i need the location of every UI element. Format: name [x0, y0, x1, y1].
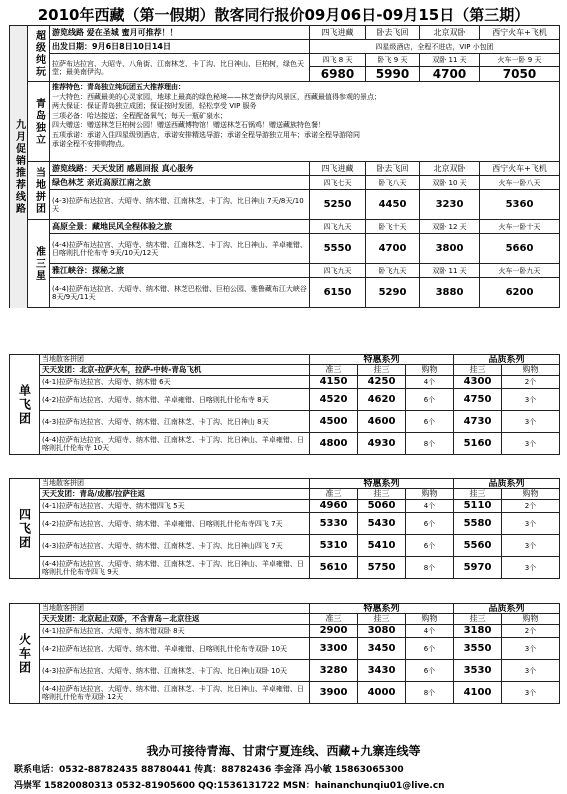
local-price: 5290 [366, 278, 420, 308]
super-sub-0: 四飞 8 天 [310, 54, 366, 67]
sub-header: 准三 [310, 365, 358, 376]
qingdao-side-label: 青岛独立 [28, 82, 50, 162]
sub-header: 挂三 [454, 489, 502, 500]
group-cell: 5110 [454, 500, 502, 513]
footer-contact-2: 冯崇军 15820080313 0532-81905600 QQ:1536131722 MSN：hainanchunqiu01@live.cn [14, 781, 445, 791]
group-cell: 5430 [358, 513, 406, 535]
group-header-text: 当地散客拼团 [42, 479, 84, 487]
local-sub: 四飞九天 [310, 264, 366, 278]
local-sub: 火车一卧八天 [480, 176, 560, 190]
group-cell: 4800 [310, 433, 358, 455]
sub-header: 挂三 [358, 365, 406, 376]
group-cell: 2个 [502, 500, 560, 513]
super-side-label: 超级纯玩 [28, 26, 50, 82]
local-sub: 双卧 10 天 [420, 176, 480, 190]
local-price: 3230 [420, 190, 480, 220]
group-cell: 4500 [310, 411, 358, 433]
group-cell: 2个 [502, 625, 560, 638]
local-col-1: 卧去飞回 [366, 162, 420, 176]
tejia-header: 特惠系列 [310, 479, 454, 489]
local-row-name: 雅江峡谷：探秘之旅 [50, 264, 310, 278]
group-header [40, 479, 310, 489]
footer-slogan: 我办可接待青海、甘肃宁夏连线、西藏+九寨连线等 [146, 744, 421, 758]
group-cell: 5750 [358, 557, 406, 579]
group-row-desc: (4-3)拉萨布达拉宫、大昭寺、纳木错、江南林芝、卡丁沟、比日神山双卧 10天 [40, 660, 310, 682]
group-cell: 4个 [406, 500, 454, 513]
group-cell: 4750 [454, 389, 502, 411]
qingdao-line: 两大保证：保证青岛独立成团；保证按时发团，轻松享受 VIP 服务 [52, 102, 257, 110]
local-row-name: 绿色林芝 亲近高原江南之旅 [50, 176, 310, 190]
local-side-label: 当地拼团 [28, 162, 50, 220]
sub-header: 购物 [502, 489, 560, 500]
qingdao-line: 一大特色：西藏最美的心灵家园，地球上最高的绿色秘境——林芝南伊沟风景区，西藏最值得参观的景点； [52, 92, 381, 101]
group-cell: 4620 [358, 389, 406, 411]
group-row-desc: (4-4)拉萨布达拉宫、大昭寺、纳木错、江南林芝、卡丁沟、比日神山、羊卓雍错、日喀则扎什伦布寺四飞 9天 [40, 557, 310, 579]
local-price: 4450 [366, 190, 420, 220]
pinzhi-header: 品质系列 [454, 479, 560, 489]
group-daily: 天天发团：北京起止双卧，不含青岛－北京往返 [40, 614, 310, 625]
group-row-desc: (4-2)拉萨布达拉宫、大昭寺、纳木错、羊卓雍错、日喀则扎什伦布寺 8天 [40, 389, 310, 411]
group-cell: 6个 [406, 513, 454, 535]
qingdao-features [50, 82, 560, 162]
local-sub: 卧飞十天 [366, 220, 420, 234]
group-cell: 3450 [358, 638, 406, 660]
super-col-1: 卧去飞回 [366, 26, 420, 40]
super-itinerary: 拉萨布达拉宫、大昭寺、八角街、江南林芝、卡丁沟、比日神山、巨柏树，绿色天堂；最美南伊沟。 [50, 54, 310, 82]
super-date: 出发日期：9月6日8日10日14日 [50, 40, 310, 54]
group-cell: 4960 [310, 500, 358, 513]
group-row-desc: (4-2)拉萨布达拉宫、大昭寺、纳木错、羊卓雍错、日喀则扎什伦布寺双卧 10天 [40, 638, 310, 660]
group-cell: 4100 [454, 682, 502, 704]
group-cell: 6个 [406, 660, 454, 682]
super-line-label: 游览线路 爱在圣城 蜜月可推荐！！ [50, 26, 310, 40]
group-table [9, 603, 560, 704]
group-row-desc: (4-1)拉萨布达拉宫、大昭寺、纳木错双卧 8天 [40, 625, 310, 638]
group-row-desc: (4-2)拉萨布达拉宫、大昭寺、纳木错、羊卓雍错、日喀则扎什伦布寺四飞 7天 [40, 513, 310, 535]
group-table [9, 478, 560, 579]
group-cell: 5330 [310, 513, 358, 535]
local-sub: 火车一卧十天 [480, 220, 560, 234]
super-price-3: 7050 [480, 67, 560, 82]
super-price-2: 4700 [420, 67, 480, 82]
local-price: 6200 [480, 278, 560, 308]
sub-header: 挂三 [358, 614, 406, 625]
group-cell: 4300 [454, 376, 502, 389]
local-sub: 四飞九天 [310, 220, 366, 234]
group-cell: 8个 [406, 682, 454, 704]
super-hotel: 四星级酒店，全程不进店，VIP 小包团 [310, 40, 560, 54]
local-price: 3800 [420, 234, 480, 264]
tejia-header: 特惠系列 [310, 604, 454, 614]
qingdao-line: 推荐特色：青岛独立纯玩团五大推荐理由： [52, 83, 185, 91]
super-price-0: 6980 [310, 67, 366, 82]
group-row-desc: (4-4)拉萨布达拉宫、大昭寺、纳木错、江南林芝、卡丁沟、比日神山、羊卓雍错、日喀则扎什伦布寺双卧 12天 [40, 682, 310, 704]
sub-header: 准三 [310, 489, 358, 500]
group-cell: 3280 [310, 660, 358, 682]
local-col-3: 西宁火车+飞机 [480, 162, 560, 176]
super-col-3: 西宁火车+飞机 [480, 26, 560, 40]
local-col-0: 四飞进藏 [310, 162, 366, 176]
promo-table [9, 25, 560, 308]
sub-header: 购物 [406, 614, 454, 625]
sub-header: 挂三 [454, 365, 502, 376]
super-sub-1: 卧飞 9 天 [366, 54, 420, 67]
group-cell: 3个 [502, 682, 560, 704]
group-table [9, 354, 560, 455]
group-cell: 3430 [358, 660, 406, 682]
left-vertical-label: 九月促销推荐线路 [10, 26, 28, 308]
group-cell: 4150 [310, 376, 358, 389]
sub-header: 挂三 [454, 614, 502, 625]
footer-contact-1: 联系电话：0532-88782435 88780441 传真：88782436 李金泽 冯小敏 15863065300 [14, 765, 404, 775]
group-cell: 3个 [502, 411, 560, 433]
group-cell: 3180 [454, 625, 502, 638]
group-side-label: 火车团 [10, 604, 40, 704]
local-sub: 卧飞八天 [366, 176, 420, 190]
local-price: 5550 [310, 234, 366, 264]
group-row-desc: (4-3)拉萨布达拉宫、大昭寺、纳木错、江南林芝、卡丁沟、比日神山 8天 [40, 411, 310, 433]
sub-header: 购物 [502, 614, 560, 625]
qingdao-line: 三项必备：哈达接送；全程配备氧气；每天一瓶矿泉水； [52, 111, 227, 120]
group-cell: 4个 [406, 625, 454, 638]
sub-header: 购物 [406, 489, 454, 500]
group-cell: 4600 [358, 411, 406, 433]
local-col-2: 北京双卧 [420, 162, 480, 176]
local-price: 5250 [310, 190, 366, 220]
super-sub-2: 双卧 11 天 [420, 54, 480, 67]
local-row-desc: (4-3)拉萨布达拉宫、大昭寺、纳木错、江南林芝、卡丁沟、比日神山 7天/8天/10天 [50, 190, 310, 220]
qingdao-line: 五项承诺：承诺入住四星级别酒店，承诺安排精选导游；承诺全程导游独立用车；承诺全程导游陪同 [52, 130, 360, 139]
group-cell: 4个 [406, 376, 454, 389]
local-sub: 四飞七天 [310, 176, 366, 190]
group-cell: 6个 [406, 638, 454, 660]
local-price: 6150 [310, 278, 366, 308]
group-cell: 2个 [502, 376, 560, 389]
group-side-label: 四飞团 [10, 479, 40, 579]
group-cell: 3个 [502, 513, 560, 535]
group-cell: 8个 [406, 433, 454, 455]
local-row-name: 高原全景：藏地民风全程体验之旅 [50, 220, 310, 234]
group-cell: 5310 [310, 535, 358, 557]
group-cell: 2900 [310, 625, 358, 638]
group-header-text: 当地散客拼团 [42, 355, 84, 363]
local-sub: 双卧 11 天 [420, 264, 480, 278]
group-header [40, 604, 310, 614]
group-cell: 4520 [310, 389, 358, 411]
group-header [40, 355, 310, 365]
group-cell: 3300 [310, 638, 358, 660]
local-price: 5660 [480, 234, 560, 264]
local-row-desc: (4-4)拉萨布达拉宫、大昭寺、纳木错、江南林芝、卡丁沟、比日神山、羊卓雍错、日喀则扎什伦布寺 9天/10天/12天 [50, 234, 310, 264]
sub-header: 准三 [310, 614, 358, 625]
group-daily: 天天发团：青岛/成都/拉萨往返 [40, 489, 310, 500]
group-row-desc: (4-4)拉萨布达拉宫、大昭寺、纳木错、江南林芝、卡丁沟、比日神山、羊卓雍错、日喀则扎什伦布寺 10天 [40, 433, 310, 455]
group-side-label: 单飞团 [10, 355, 40, 455]
group-daily: 天天发团：北京-拉萨火车，拉萨-中转-青岛飞机 [40, 365, 310, 376]
group-row-desc: (4-3)拉萨布达拉宫、大昭寺、纳木错、江南林芝、卡丁沟、比日神山四飞 7天 [40, 535, 310, 557]
group-cell: 5160 [454, 433, 502, 455]
group-cell: 6个 [406, 535, 454, 557]
qingdao-line: 承诺全程不安排购物点。 [52, 140, 129, 148]
group-cell: 6个 [406, 411, 454, 433]
tejia-header: 特惠系列 [310, 355, 454, 365]
group-cell: 3530 [454, 660, 502, 682]
super-price-1: 5990 [366, 67, 420, 82]
group-row-desc: (4-1)拉萨布达拉宫、大昭寺、纳木错四飞 5天 [40, 500, 310, 513]
local-price: 5360 [480, 190, 560, 220]
group-cell: 3个 [502, 433, 560, 455]
local-row-desc: (4-4)拉萨布达拉宫、大昭寺、纳木错、林芝巴松错、巨柏公园、雅鲁藏布江大峡谷 8天/9天/11天 [50, 278, 310, 308]
group-cell: 3个 [502, 535, 560, 557]
group-cell: 8个 [406, 557, 454, 579]
sub-header: 购物 [406, 365, 454, 376]
qingdao-line: 四大赠送：赠送林芝巨柏树公园！赠送西藏博物馆！赠送林芝石锅鸡！赠送藏族特色餐！ [52, 121, 325, 129]
local-side-label-2: 准三星 [28, 220, 50, 308]
group-cell: 4000 [358, 682, 406, 704]
group-cell: 5610 [310, 557, 358, 579]
page-title: 2010年西藏（第一假期）散客同行报价09月06日-09月15日（第三期） [37, 6, 530, 24]
super-sub-3: 火车一卧 9 天 [480, 54, 560, 67]
group-cell: 3个 [502, 389, 560, 411]
group-cell: 5060 [358, 500, 406, 513]
group-cell: 4930 [358, 433, 406, 455]
super-col-0: 四飞进藏 [310, 26, 366, 40]
group-cell: 3个 [502, 660, 560, 682]
group-cell: 5560 [454, 535, 502, 557]
pinzhi-header: 品质系列 [454, 604, 560, 614]
local-sub: 火车一卧九天 [480, 264, 560, 278]
group-cell: 4730 [454, 411, 502, 433]
group-cell: 3080 [358, 625, 406, 638]
super-col-2: 北京双卧 [420, 26, 480, 40]
group-cell: 3个 [502, 638, 560, 660]
group-cell: 5580 [454, 513, 502, 535]
local-sub: 卧飞九天 [366, 264, 420, 278]
local-price: 4700 [366, 234, 420, 264]
local-price: 3880 [420, 278, 480, 308]
group-cell: 4250 [358, 376, 406, 389]
group-cell: 6个 [406, 389, 454, 411]
group-row-desc: (4-1)拉萨布达拉宫、大昭寺、纳木错 6天 [40, 376, 310, 389]
local-line-label: 游览线路：天天发团 感恩回报 真心服务 [50, 162, 310, 176]
pinzhi-header: 品质系列 [454, 355, 560, 365]
group-cell: 5970 [454, 557, 502, 579]
group-header-text: 当地散客拼团 [42, 604, 84, 612]
group-cell: 3550 [454, 638, 502, 660]
sub-header: 挂三 [358, 489, 406, 500]
group-cell: 3900 [310, 682, 358, 704]
local-sub: 双卧 12 天 [420, 220, 480, 234]
group-cell: 5410 [358, 535, 406, 557]
group-cell: 3个 [502, 557, 560, 579]
sub-header: 购物 [502, 365, 560, 376]
